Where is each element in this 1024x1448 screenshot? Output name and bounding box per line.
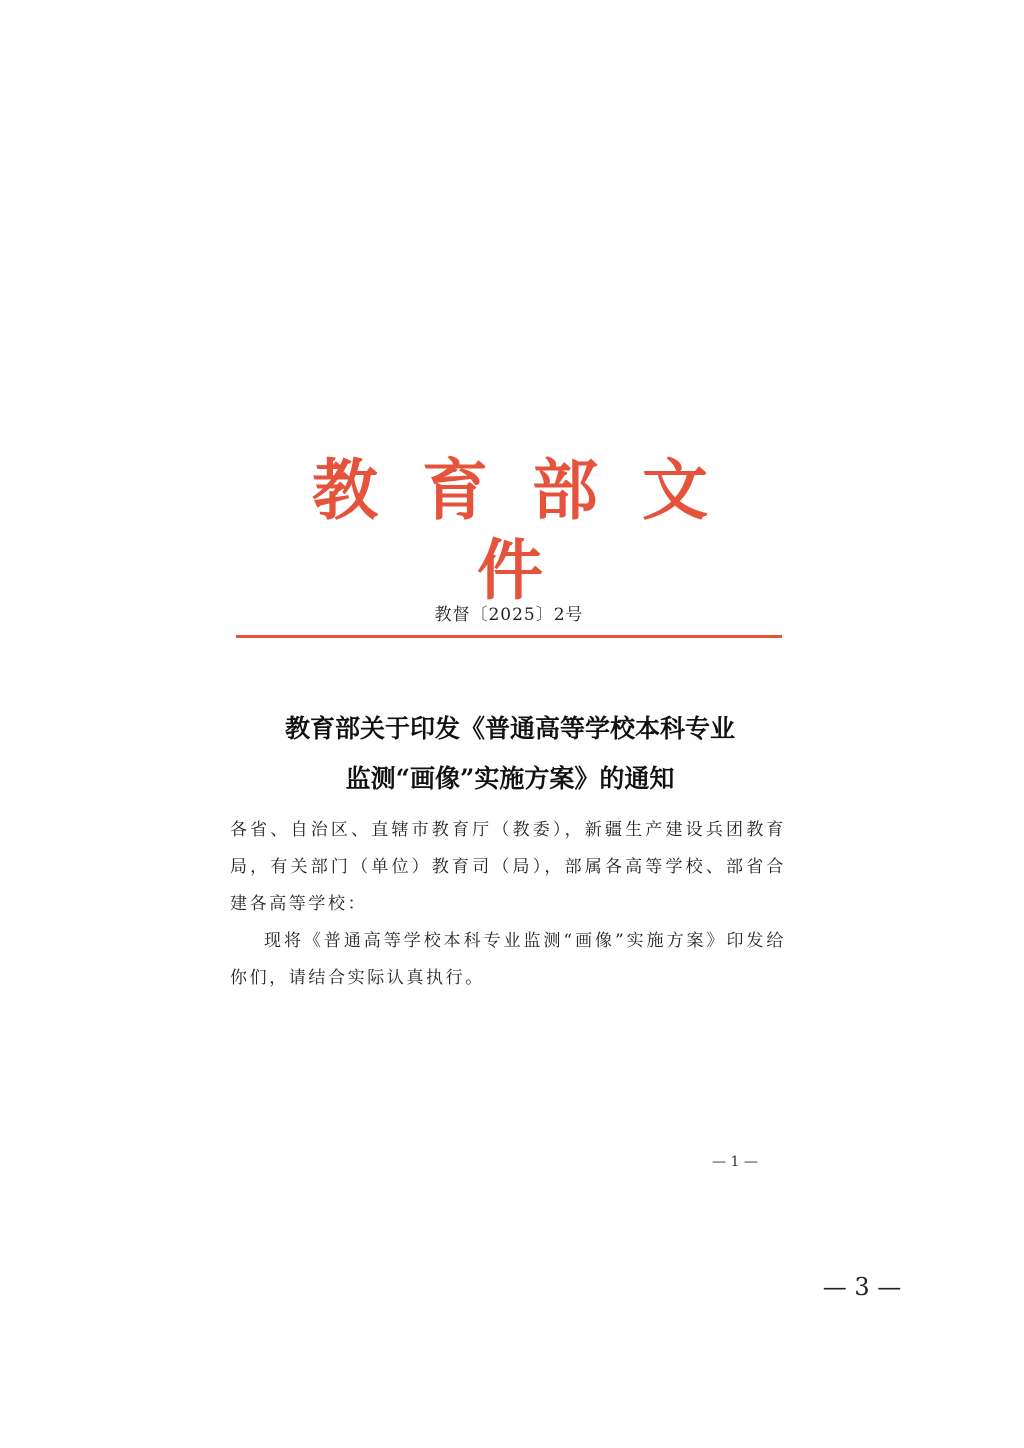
red-divider-line xyxy=(236,635,782,638)
notice-body xyxy=(230,812,786,997)
issuer-header: 教育部文件 xyxy=(312,451,752,609)
addressees-paragraph: 各省、自治区、直辖市教育厅（教委），新疆生产建设兵团教育局，有关部门（单位）教育司（局），部属各高等学校、部省合建各高等学校： xyxy=(230,820,786,914)
notice-title-line-1: 教育部关于印发《普通高等学校本科专业 xyxy=(284,714,735,743)
inner-page-number: — 1 — xyxy=(712,1154,758,1170)
notice-title-line-2: 监测“画像”实施方案》的通知 xyxy=(345,764,675,793)
main-paragraph: 现将《普通高等学校本科专业监测“画像”实施方案》印发给你们，请结合实际认真执行。 xyxy=(230,931,786,988)
document-number: 教督〔2025〕2号 xyxy=(434,605,584,625)
notice-title xyxy=(230,704,790,804)
outer-page-number: — 3 — xyxy=(822,1273,902,1301)
